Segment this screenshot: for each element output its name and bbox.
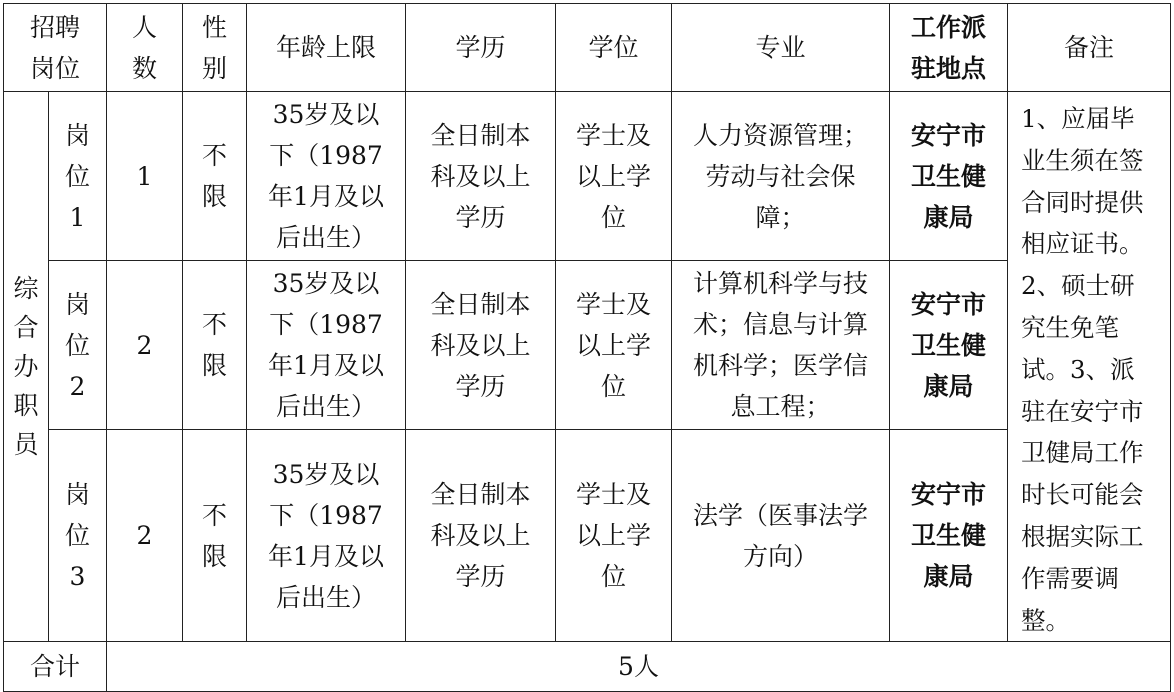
major-cell [672,261,890,430]
header-gender-text: 性别 [201,12,227,83]
location-cell [890,430,1008,642]
education-text: 全日制本科及以上学历 [430,120,531,232]
age-cell [247,261,406,430]
education-cell [406,261,556,430]
table-row [4,92,1171,261]
header-row [4,4,1171,92]
header-position-text: 招聘岗位 [29,12,80,83]
remarks-cell [1008,92,1171,642]
gender-text: 不限 [201,310,227,381]
header-education-text: 学历 [455,33,506,62]
education-cell [406,430,556,642]
location-text: 安宁市卫生健康局 [910,120,986,232]
degree-cell [556,92,672,261]
degree-cell [556,430,672,642]
education-text: 全日制本科及以上学历 [430,480,531,592]
location-cell [890,92,1008,261]
header-age-limit-text: 年龄上限 [275,33,376,62]
major-text: 计算机科学与技术；信息与计算机科学；医学信息工程； [692,269,868,422]
count-cell [107,261,183,430]
total-value: 5人 [618,652,659,682]
total-value-cell [107,642,1171,692]
major-cell [672,92,890,261]
count-cell [107,92,183,261]
header-remarks-text: 备注 [1063,33,1114,62]
header-major-text: 专业 [755,33,806,62]
gender-text: 不限 [201,141,227,212]
recruitment-table [3,3,1171,692]
count-cell [107,430,183,642]
location-cell [890,261,1008,430]
header-position [4,4,107,92]
post-cell [49,261,107,430]
post-text: 岗位3 [64,480,90,592]
header-degree [556,4,672,92]
department-text: 综合办职员 [13,274,39,460]
age-cell [247,430,406,642]
header-remarks [1008,4,1171,92]
post-cell [49,430,107,642]
header-gender [183,4,247,92]
post-text: 岗位2 [64,289,90,401]
table-row [4,261,1171,430]
header-count-text: 人数 [131,12,157,83]
recruitment-table-page [3,3,1170,683]
header-work-location-text: 工作派驻地点 [910,12,986,83]
count-text: 2 [136,330,153,360]
post-cell [49,92,107,261]
major-text: 人力资源管理；劳动与社会保障； [692,120,868,232]
header-degree-text: 学位 [588,33,639,62]
age-text: 35岁及以下（1987年1月及以后出生） [268,269,384,422]
degree-text: 学士及以上学位 [575,289,651,401]
education-cell [406,92,556,261]
header-age-limit [247,4,406,92]
degree-cell [556,261,672,430]
degree-text: 学士及以上学位 [575,120,651,232]
degree-text: 学士及以上学位 [575,480,651,592]
total-label: 合计 [29,652,80,682]
department-cell [4,92,49,642]
location-text: 安宁市卫生健康局 [910,480,986,592]
total-row [4,642,1171,692]
gender-cell [183,92,247,261]
location-text: 安宁市卫生健康局 [910,289,986,401]
age-text: 35岁及以下（1987年1月及以后出生） [268,459,384,612]
major-cell [672,430,890,642]
count-text: 2 [136,521,153,551]
gender-cell [183,261,247,430]
gender-cell [183,430,247,642]
age-text: 35岁及以下（1987年1月及以后出生） [268,100,384,253]
age-cell [247,92,406,261]
major-text: 法学（医事法学方向） [692,500,868,571]
header-major [672,4,890,92]
education-text: 全日制本科及以上学历 [430,289,531,401]
header-count [107,4,183,92]
gender-text: 不限 [201,500,227,571]
count-text: 1 [136,161,153,191]
total-label-cell [4,642,107,692]
header-work-location [890,4,1008,92]
header-education [406,4,556,92]
table-row [4,430,1171,642]
remarks-text: 1、应届毕业生须在签合同时提供相应证书。2、硕士研究生免笔试。3、派驻在安宁市卫健局工作时长可能会根据实际工作需要调整。 [1021,104,1144,635]
post-text: 岗位1 [64,120,90,232]
